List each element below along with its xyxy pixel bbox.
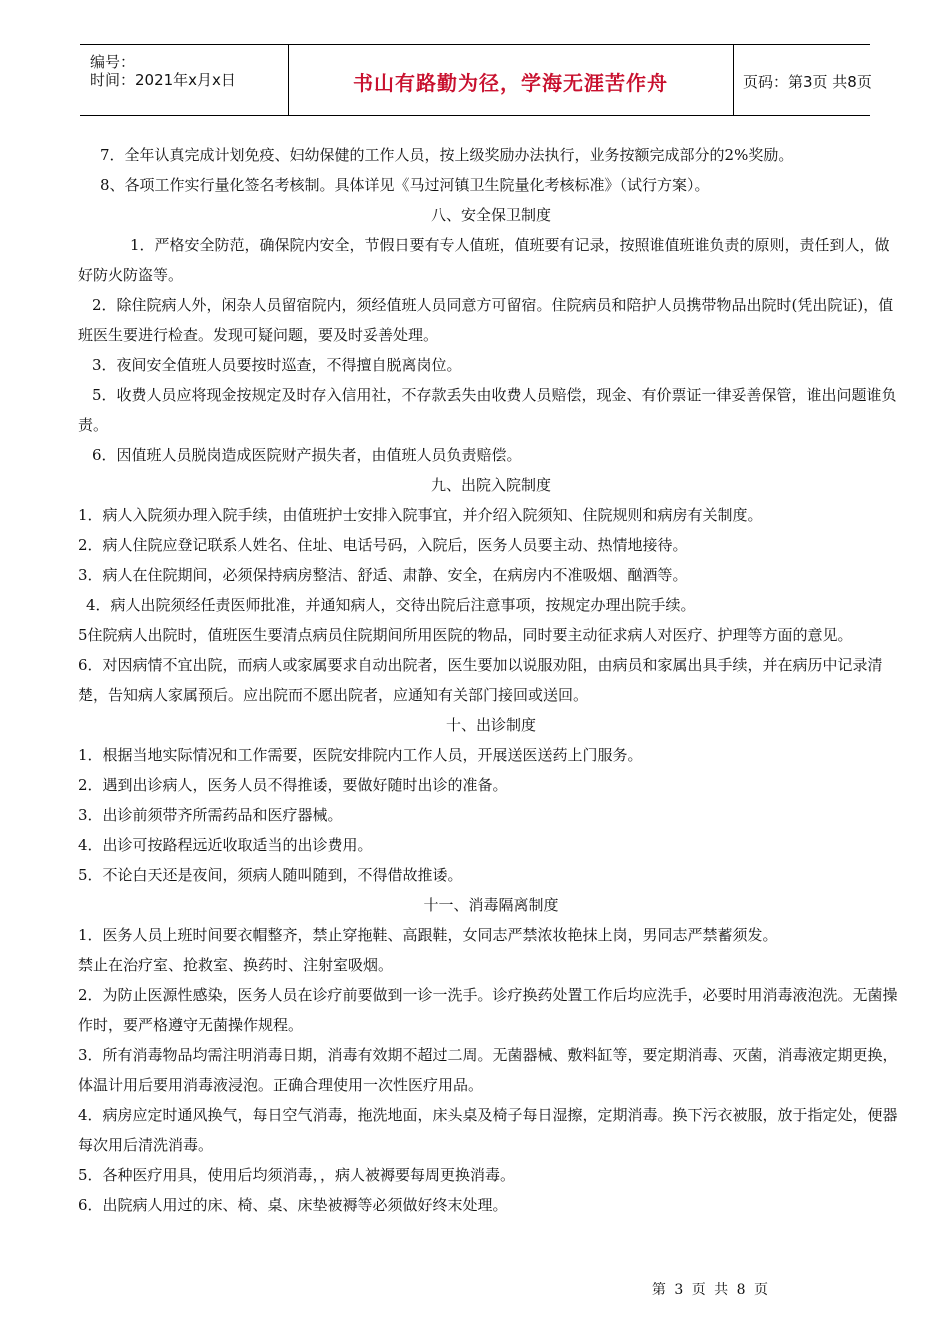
section-heading: 十、出诊制度	[445, 716, 536, 734]
paragraph: 3．病人在住院期间，必须保持病房整洁、舒适、肃静、安全，在病房内不准吸烟、酗酒等。	[78, 566, 688, 584]
paragraph: 5．不论白天还是夜间，须病人随叫随到，不得借故推诿。	[78, 866, 463, 884]
header-motto-cell	[288, 45, 734, 115]
section-heading: 九、出院入院制度	[430, 476, 551, 494]
page-footer: 第 3 页 共 8 页	[651, 1282, 770, 1298]
paragraph: 6．因值班人员脱岗造成医院财产损失者，由值班人员负责赔偿。	[92, 446, 522, 464]
paragraph: 5．各种医疗用具，使用后均须消毒，，病人被褥要每周更换消毒。	[78, 1166, 516, 1184]
header-page-info: 页码：第3页 共8页	[743, 73, 872, 91]
paragraph: 2．为防止医源性感染，医务人员在诊疗前要做到一诊一洗手。诊疗换药处置工作后均应洗手，必要时用消毒液泡洗。无菌操作时，要严格遵守无菌操作规程。	[78, 986, 898, 1034]
paragraph: 1．严格安全防范，确保院内安全，节假日要有专人值班，值班要有记录，按照谁值班谁负责的原则，责任到人，做好防火防盗等。	[78, 236, 890, 284]
section-heading: 八、安全保卫制度	[430, 206, 551, 224]
paragraph: 4．病人出院须经任责医师批准，并通知病人，交待出院后注意事项，按规定办理出院手续。	[86, 596, 696, 614]
document-number-label: 编号：	[90, 53, 136, 71]
paragraph: 2．病人住院应登记联系人姓名、住址、电话号码，入院后，医务人员要主动、热情地接待。	[78, 536, 688, 554]
paragraph: 5．收费人员应将现金按规定及时存入信用社，不存款丢失由收费人员赔偿，现金、有价票证一律妥善保管，谁出问题谁负责。	[78, 386, 897, 434]
paragraph: 8、各项工作实行量化签名考核制。具体详见《马过河镇卫生院量化考核标准》（试行方案）。	[100, 176, 710, 194]
paragraph: 4．病房应定时通风换气，每日空气消毒，拖洗地面，床头桌及椅子每日湿擦，定期消毒。换下污衣被服，放于指定处，便器每次用后清洗消毒。	[78, 1106, 898, 1154]
header-motto: 书山有路勤为径，学海无涯苦作舟	[353, 71, 668, 95]
paragraph: 4．出诊可按路程远近收取适当的出诊费用。	[78, 836, 373, 854]
paragraph: 3．夜间安全值班人员要按时巡查，不得擅自脱离岗位。	[92, 356, 462, 374]
header-page-cell	[733, 45, 870, 115]
document-body	[78, 140, 904, 1220]
paragraph: 3．所有消毒物品均需注明消毒日期，消毒有效期不超过二周。无菌器械、敷料缸等，要定期消毒、灭菌，消毒液定期更换，体温计用后要用消毒液浸泡。正确合理使用一次性医疗用品。	[78, 1046, 898, 1094]
document-date: 时间：2021年x月x日	[90, 71, 236, 89]
paragraph: 1．医务人员上班时间要衣帽整齐，禁止穿拖鞋、高跟鞋，女同志严禁浓妆艳抹上岗，男同志严禁蓄须发。	[78, 926, 778, 944]
paragraph: 2．遇到出诊病人，医务人员不得推诿，要做好随时出诊的准备。	[78, 776, 508, 794]
paragraph: 6．对因病情不宜出院，而病人或家属要求自动出院者，医生要加以说服劝阻，由病员和家属出具手续，并在病历中记录清楚，告知病人家属预后。应出院而不愿出院者，应通知有关部门接回或送回。	[78, 656, 883, 704]
paragraph: 3．出诊前须带齐所需药品和医疗器械。	[78, 806, 343, 824]
paragraph: 2．除住院病人外，闲杂人员留宿院内，须经值班人员同意方可留宿。住院病员和陪护人员携带物品出院时(凭出院证)，值班医生要进行检查。发现可疑问题，要及时妥善处理。	[78, 296, 894, 344]
paragraph: 5住院病人出院时，值班医生要清点病员住院期间所用医院的物品，同时要主动征求病人对医疗、护理等方面的意见。	[78, 626, 853, 644]
paragraph: 7．全年认真完成计划免疫、妇幼保健的工作人员，按上级奖励办法执行，业务按额完成部分的2%奖励。	[100, 146, 794, 164]
paragraph: 1．病人入院须办理入院手续，由值班护士安排入院事宜，并介绍入院须知、住院规则和病房有关制度。	[78, 506, 763, 524]
paragraph: 1．根据当地实际情况和工作需要，医院安排院内工作人员，开展送医送药上门服务。	[78, 746, 643, 764]
section-heading: 十一、消毒隔离制度	[423, 896, 559, 914]
paragraph: 禁止在治疗室、抢救室、换药时、注射室吸烟。	[78, 956, 394, 974]
header-left-cell	[80, 45, 289, 115]
document-header	[80, 44, 870, 116]
paragraph: 6．出院病人用过的床、椅、桌、床垫被褥等必须做好终末处理。	[78, 1196, 508, 1214]
